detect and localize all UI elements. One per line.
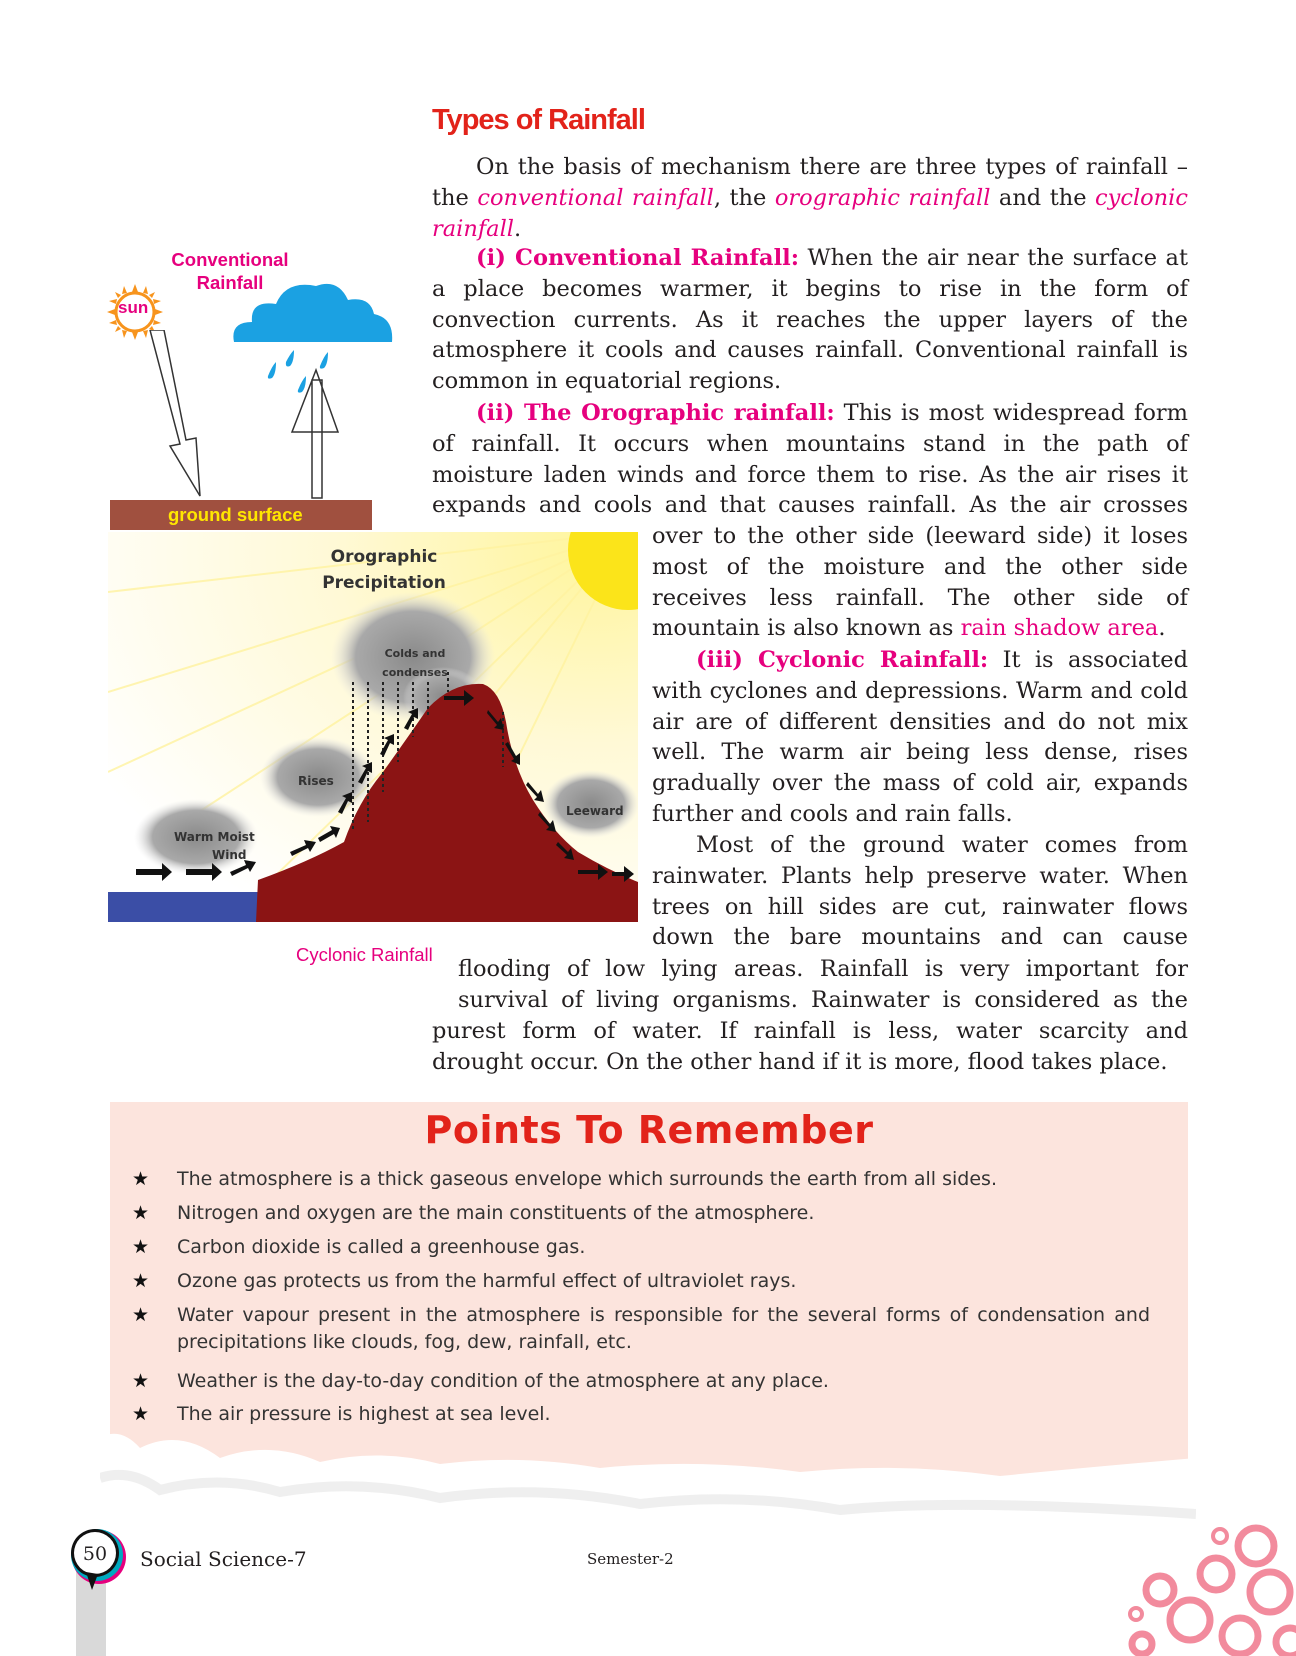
convection-arrows bbox=[140, 330, 350, 502]
list-item: ★ Ozone gas protects us from the harmful effect of ultraviolet rays. bbox=[132, 1268, 1150, 1295]
orographic-paragraph-a: (ii) The Orographic rainfall: This is most widespread form of rainfall. It occurs when mountains stand in the path of moisture laden winds and force them to rise. As the air rises it expands and cools and that causes rainfall. As the air crosses bbox=[432, 400, 1188, 519]
keyword-conventional: conventional rainfall bbox=[477, 184, 714, 211]
semester-label: Semester-2 bbox=[587, 1550, 674, 1568]
list-item: ★ The air pressure is highest at sea level. bbox=[132, 1401, 1150, 1428]
star-icon: ★ bbox=[132, 1403, 150, 1425]
points-title: Points To Remember bbox=[424, 1108, 874, 1152]
orographic-title: Orographic Precipitation bbox=[322, 547, 446, 593]
star-icon: ★ bbox=[132, 1168, 150, 1190]
colds-condenses-label: Colds and condenses bbox=[382, 647, 448, 679]
cyclonic-paragraph: (iii) Cyclonic Rainfall: It is associated with cyclones and depressions. Warm and cold air are of different densities and do not mix well. The warm air being less dense, rises gradually over the mass of cold air, expands further and cools and rain falls. bbox=[652, 647, 1188, 827]
conventional-diagram-title: Conventional Rainfall bbox=[171, 249, 289, 293]
groundwater-paragraph-a: Most of the ground water comes from rainwater. Plants help preserve water. When trees on hill sides are cut, rainwater flows down the bare mountains and can cause bbox=[652, 832, 1188, 951]
star-icon: ★ bbox=[132, 1202, 150, 1224]
orographic-label: (ii) The Orographic rainfall: bbox=[476, 400, 835, 426]
orographic-diagram bbox=[108, 532, 638, 922]
intro-paragraph: On the basis of mechanism there are three types of rainfall – the conventional rainfall, the orographic rainfall and the cyclonic rainfall. bbox=[432, 154, 1188, 242]
groundwater-paragraph-b: flooding of low lying areas. Rainfall is very important for survival of living organisms. Rainwater is considered as the bbox=[458, 956, 1188, 1013]
list-item: ★ Weather is the day-to-day condition of the atmosphere at any place. bbox=[132, 1368, 1150, 1395]
section-heading: Types of Rainfall bbox=[432, 104, 645, 136]
leeward-label: Leeward bbox=[566, 804, 624, 818]
book-title: Social Science-7 bbox=[140, 1547, 307, 1571]
star-icon: ★ bbox=[132, 1370, 150, 1392]
keyword-rain-shadow: rain shadow area bbox=[960, 615, 1159, 642]
torn-paper-edge bbox=[100, 1418, 1196, 1528]
keyword-orographic: orographic rainfall bbox=[774, 184, 991, 211]
sun-label: sun bbox=[118, 298, 149, 317]
cyclonic-rainfall-caption: Cyclonic Rainfall bbox=[296, 944, 433, 965]
warm-moist-wind-label: Warm Moist Wind bbox=[174, 830, 255, 862]
ground-surface: ground surface bbox=[110, 500, 372, 530]
keyword-cyclonic: cyclonic rainfall bbox=[432, 184, 1188, 242]
star-icon: ★ bbox=[132, 1236, 150, 1258]
groundwater-paragraph-c: purest form of water. If rainfall is less, water scarcity and drought occur. On the other hand if it is more, flood takes place. bbox=[432, 1018, 1188, 1075]
conventional-label: (i) Conventional Rainfall: bbox=[476, 245, 800, 271]
list-item: ★ Carbon dioxide is called a greenhouse gas. bbox=[132, 1234, 1150, 1261]
list-item: ★ Nitrogen and oxygen are the main constituents of the atmosphere. bbox=[132, 1200, 1150, 1227]
cyclonic-label: (iii) Cyclonic Rainfall: bbox=[696, 647, 989, 673]
list-item: ★ The atmosphere is a thick gaseous envelope which surrounds the earth from all sides. bbox=[132, 1166, 1150, 1193]
star-icon: ★ bbox=[132, 1304, 150, 1326]
decorative-bubbles bbox=[1120, 1516, 1296, 1656]
conventional-paragraph: (i) Conventional Rainfall: When the air near the surface at a place becomes warmer, it begins to rise in the form of convection currents. As it reaches the upper layers of the atmosphere it cools and causes rainfall. Conventional rainfall is common in equatorial regions. bbox=[432, 245, 1188, 395]
star-icon: ★ bbox=[132, 1270, 150, 1292]
orographic-paragraph-b: over to the other side (leeward side) it loses most of the moisture and the other side receives less rainfall. The other side of mountain is also known as rain shadow area. bbox=[652, 523, 1188, 642]
page-number: 50 bbox=[82, 1543, 108, 1565]
list-item: ★ Water vapour present in the atmosphere is responsible for the several forms of condensation and precipitations like clouds, fog, dew, rainfall, etc. bbox=[132, 1304, 1150, 1353]
rises-label: Rises bbox=[298, 774, 334, 788]
